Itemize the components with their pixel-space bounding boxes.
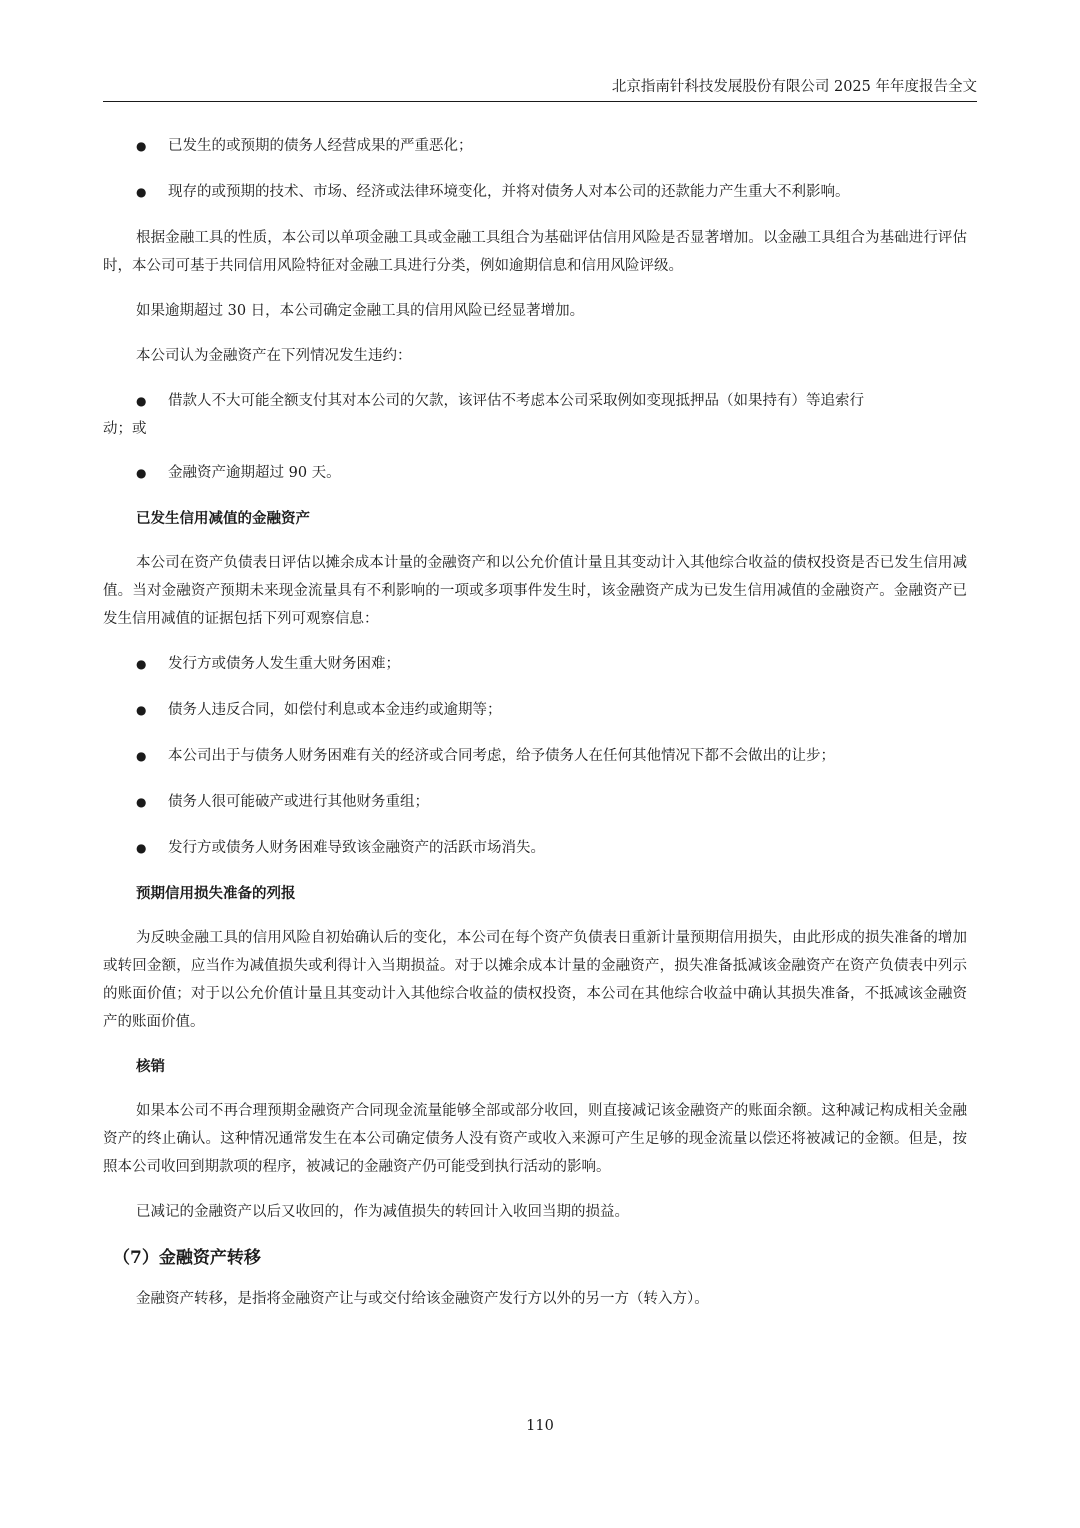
list-item: [103, 696, 967, 724]
list-item-text: 金融资产逾期超过 90 天。: [168, 465, 341, 481]
bullet-icon: ●: [136, 703, 147, 717]
bullet-icon: ●: [136, 749, 147, 763]
bullet-icon: ●: [136, 841, 147, 855]
bullet-icon: ●: [136, 795, 147, 809]
list-item: [103, 459, 967, 487]
bullet-icon: ●: [136, 466, 147, 480]
paragraph-impaired: 本公司在资产负债表日评估以摊余成本计量的金融资产和以公允价值计量且其变动计入其他综合收益的债权投资是否已发生信用减值。当对金融资产预期未来现金流量具有不利影响的一项或多项事件发生时，该金融资产成为已发生信用减值的金融资产。金融资产已发生信用减值的证据包括下列可观察信息：: [103, 555, 967, 627]
list-item: [103, 742, 967, 770]
list-item-text: 发行方或债务人发生重大财务困难；: [168, 656, 400, 672]
paragraph-recovery: 已减记的金融资产以后又收回的，作为减值损失的转回计入收回当期的损益。: [136, 1204, 629, 1220]
bullet-icon: ●: [136, 139, 147, 153]
list-item-text: 债务人很可能破产或进行其他财务重组；: [168, 794, 429, 810]
paragraph-default-intro: 本公司认为金融资产在下列情况发生违约：: [136, 348, 412, 364]
heading-writeoff: 核销: [136, 1058, 165, 1075]
paragraph-writeoff: 如果本公司不再合理预期金融资产合同现金流量能够全部或部分收回，则直接减记该金融资产的账面余额。这种减记构成相关金融资产的终止确认。这种情况通常发生在本公司确定债务人没有资产或收入来源可产生足够的现金流量以偿还将被减记的金额。但是，按照本公司收回到期款项的程序，被减记的金融资产仍可能受到执行活动的影响。: [103, 1103, 967, 1175]
page-header: 北京指南针科技发展股份有限公司 2025 年年度报告全文: [103, 76, 977, 102]
heading-loss-presentation: 预期信用损失准备的列报: [136, 885, 296, 902]
list-item-text: 债务人违反合同，如偿付利息或本金违约或逾期等；: [168, 702, 502, 718]
bullet-icon: ●: [136, 394, 147, 408]
section-title-transfer: （7）金融资产转移: [113, 1248, 261, 1268]
list-item-text: 发行方或债务人财务困难导致该金融资产的活跃市场消失。: [168, 840, 545, 856]
paragraph-overdue: 如果逾期超过 30 日，本公司确定金融工具的信用风险已经显著增加。: [136, 303, 585, 319]
list-item-text: 现存的或预期的技术、市场、经济或法律环境变化，并将对债务人对本公司的还款能力产生重大不利影响。: [168, 184, 850, 200]
bullet-icon: ●: [136, 657, 147, 671]
page-number: 110: [526, 1418, 554, 1434]
list-item-continuation: 动；或: [103, 421, 147, 437]
paragraph-transfer: 金融资产转移，是指将金融资产让与或交付给该金融资产发行方以外的另一方（转入方）。: [136, 1291, 709, 1307]
list-item: [103, 387, 967, 443]
list-item: [103, 650, 967, 678]
list-item-text: 本公司出于与债务人财务困难有关的经济或合同考虑，给予债务人在任何其他情况下都不会做出的让步；: [168, 748, 835, 764]
list-item-text: 已发生的或预期的债务人经营成果的严重恶化；: [168, 138, 473, 154]
paragraph-basis: 根据金融工具的性质，本公司以单项金融工具或金融工具组合为基础评估信用风险是否显著增加。以金融工具组合为基础进行评估时，本公司可基于共同信用风险特征对金融工具进行分类，例如逾期信息和信用风险评级。: [103, 230, 967, 274]
bullet-icon: ●: [136, 185, 147, 199]
heading-impaired-assets: 已发生信用减值的金融资产: [136, 510, 310, 527]
paragraph-presentation: 为反映金融工具的信用风险自初始确认后的变化，本公司在每个资产负债表日重新计量预期信用损失，由此形成的损失准备的增加或转回金额，应当作为减值损失或利得计入当期损益。对于以摊余成本计量的金融资产，损失准备抵减该金融资产在资产负债表中列示的账面价值；对于以公允价值计量且其变动计入其他综合收益的债权投资，本公司在其他综合收益中确认其损失准备，不抵减该金融资产的账面价值。: [103, 930, 967, 1030]
list-item-text: 借款人不大可能全额支付其对本公司的欠款，该评估不考虑本公司采取例如变现抵押品（如果持有）等追索行: [168, 393, 864, 409]
list-item: [103, 178, 967, 206]
list-item: [103, 834, 967, 862]
list-item: [103, 788, 967, 816]
list-item: [103, 132, 967, 160]
document-body: [103, 126, 967, 1330]
